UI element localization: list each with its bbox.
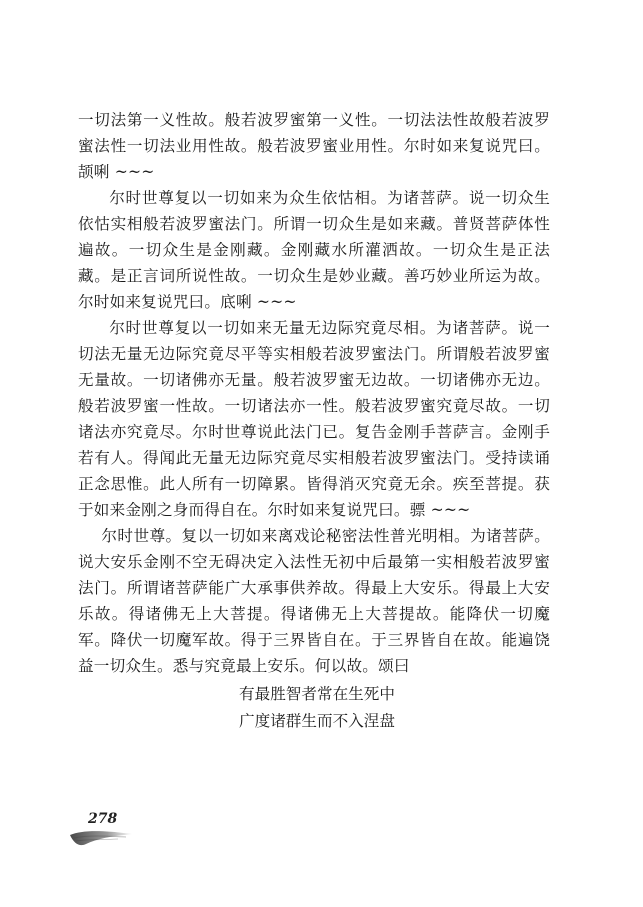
verse-line-1: 有最胜智者常在生死中 (239, 685, 395, 703)
brush-stroke-ornament (68, 826, 134, 852)
body-text (78, 107, 550, 735)
page-number: 278 (88, 811, 118, 827)
verse-block (78, 681, 550, 735)
paragraph-3: 尔时世尊复以一切如来无量无边际究竟尽相。为诸菩萨。说一切法无量无边际究竟尽平等实相般若波罗蜜法门。所谓般若波罗蜜无量故。一切诸佛亦无量。般若波罗蜜无边故。一切诸佛亦无边。般若波罗蜜一性故。一切诸法亦一性。般若波罗蜜究竟尽故。一切诸法亦究竟尽。尔时世尊说此法门已。复告金刚手菩萨言。金刚手若有人。得闻此无量无边际究竟尽实相般若波罗蜜法门。受持读诵正念思惟。此人所有一切障累。皆得消灭究竟无余。疾至菩提。获于如来金刚之身而得自在。尔时如来复说咒曰。骠 ~~~ (78, 319, 550, 519)
verse-line-2: 广度诸群生而不入涅盘 (239, 712, 395, 730)
paragraph-2: 尔时世尊复以一切如来为众生依怙相。为诸菩萨。说一切众生依怙实相般若波罗蜜法门。所谓一切众生是如来藏。普贤菩萨体性遍故。一切众生是金刚藏。金刚藏水所灌洒故。一切众生是正法藏。是正言词所说性故。一切众生是妙业藏。善巧妙业所运为故。尔时如来复说咒曰。底唎 ~~~ (78, 189, 550, 311)
paragraph-4: 尔时世尊。复以一切如来离戏论秘密法性普光明相。为诸菩萨。说大安乐金刚不空无碍决定入法性无初中后最第一实相般若波罗蜜法门。所谓诸菩萨能广大承事供养故。得最上大安乐。得最上大安乐故。得诸佛无上大菩提。得诸佛无上大菩提故。能降伏一切魔军。降伏一切魔军故。得于三界皆自在。于三界皆自在故。能遍饶益一切众生。悉与究竟最上安乐。何以故。颂曰 (78, 527, 550, 675)
paragraph-1: 一切法第一义性故。般若波罗蜜第一义性。一切法法性故般若波罗蜜法性一切法业用性故。般若波罗蜜业用性。尔时如来复说咒曰。 颉唎 ~~~ (78, 111, 550, 181)
